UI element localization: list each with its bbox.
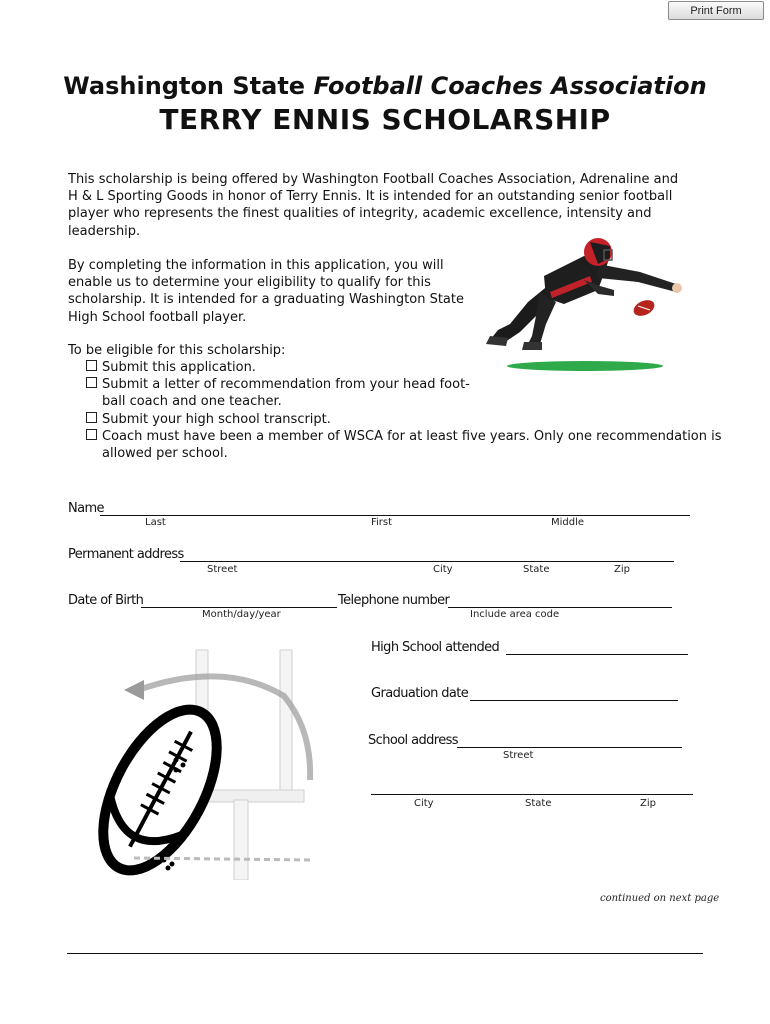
phone-field[interactable] (448, 607, 672, 608)
address-sub-zip: Zip (614, 564, 630, 575)
print-form-button[interactable]: Print Form (668, 1, 764, 20)
school-address-sub-zip: Zip (640, 798, 656, 809)
eligibility-paragraph: By completing the information in this application, you will enable us to determine your eligibility to qualify for this scholarship. It is intended for a graduating Washington State High School football player. (68, 258, 464, 325)
scholarship-title: TERRY ENNIS SCHOLARSHIP (159, 103, 611, 136)
goalpost-football-illustration (84, 640, 324, 880)
name-label: Name (68, 501, 104, 516)
graduation-field[interactable] (470, 700, 678, 701)
organization-title (0, 72, 770, 100)
school-address-sub-city: City (414, 798, 434, 809)
intro-paragraph: This scholarship is being offered by Washington Football Coaches Association, Adrenaline and H & L Sporting Goods in honor of Terry Ennis. It is intended for an outstanding senior football player who represents the finest qualities of integrity, academic excellence, intensity and leadership. (68, 172, 679, 239)
phone-sub: Include area code (470, 609, 560, 620)
checkbox-icon (86, 360, 97, 371)
dob-sub: Month/day/year (202, 609, 281, 620)
dob-label: Date of Birth (68, 593, 144, 608)
requirement-item (86, 359, 256, 376)
requirement-text: Submit a letter of recommendation from your head foot- (102, 377, 470, 392)
requirement-text: Coach must have been a member of WSCA for at least five years. Only one recommendation is (102, 429, 722, 444)
phone-label: Telephone number (338, 593, 450, 608)
name-sub-middle: Middle (551, 517, 585, 528)
requirement-text-continued: ball coach and one teacher. (102, 394, 282, 410)
organization-name-plain: Washington State (63, 72, 306, 100)
requirement-text: Submit this application. (102, 360, 256, 375)
checkbox-icon (86, 377, 97, 388)
eligibility-heading: To be eligible for this scholarship: (68, 343, 286, 358)
checkbox-icon (86, 429, 97, 440)
high-school-field[interactable] (506, 654, 688, 655)
name-field[interactable] (100, 515, 690, 516)
high-school-label: High School attended (371, 640, 500, 655)
name-sub-last: Last (145, 517, 166, 528)
school-address-city-field[interactable] (371, 794, 693, 795)
graduation-label: Graduation date (371, 686, 469, 701)
address-sub-street: Street (207, 564, 238, 575)
organization-name-italic: Football Coaches Association (313, 72, 707, 100)
address-label: Permanent address (68, 547, 184, 562)
school-address-street-field[interactable] (457, 747, 682, 748)
requirement-text: Submit your high school transcript. (102, 412, 331, 427)
address-sub-state: State (523, 564, 550, 575)
checkbox-icon (86, 412, 97, 423)
continued-note: continued on next page (600, 893, 720, 904)
requirement-item (86, 411, 331, 428)
address-sub-city: City (433, 564, 453, 575)
school-address-sub-state: State (525, 798, 552, 809)
requirement-item (86, 376, 470, 410)
school-address-sub-street: Street (503, 750, 534, 761)
bottom-divider (67, 953, 703, 954)
football-player-illustration (480, 232, 690, 374)
address-field[interactable] (180, 561, 674, 562)
dob-field[interactable] (141, 607, 337, 608)
requirement-item (86, 428, 722, 462)
requirement-text-continued: allowed per school. (102, 446, 228, 462)
name-sub-first: First (371, 517, 393, 528)
school-address-label: School address (368, 733, 458, 748)
